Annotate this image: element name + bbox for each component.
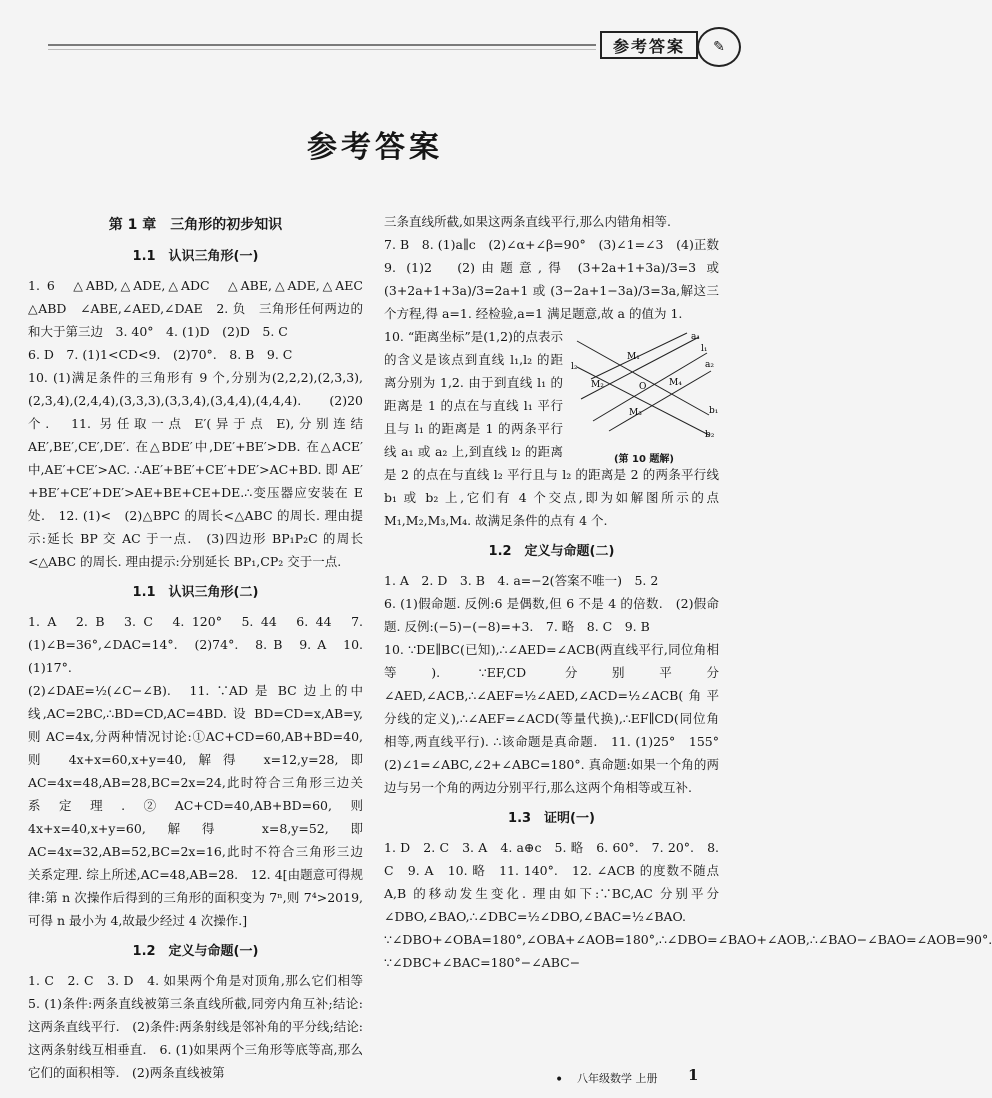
label-a1: a₁: [691, 332, 700, 342]
page-number: 1: [688, 1066, 699, 1084]
right-column: [384, 210, 992, 974]
section-heading: 1.1 认识三角形(二): [132, 585, 259, 600]
answer-paragraph: 1. A 2. B 3. C 4. 120° 5. 44 6. 44 7. (1)∠B=36°,∠DAC=14°. (2)74°. 8. B 9. A 10. (1)17°.: [28, 614, 363, 675]
footer-text: 八年级数学 上册: [577, 1072, 658, 1085]
chapter-heading: 第 1 章 三角形的初步知识: [108, 217, 283, 233]
answer-paragraph: 6. (1)假命题. 反例:6 是偶数,但 6 不是 4 的倍数. (2)假命题. 反例:(−5)−(−8)=+3. 7. 略 8. C 9. B: [384, 596, 719, 634]
left-column: [28, 210, 376, 1084]
parallel-lines-diagram: [569, 329, 719, 441]
answer-paragraph: 1. 6 △ABD,△ADE,△ADC △ABE,△ADE,△AEC △ABD ∠ABE,∠AED,∠DAE 2. 负 三角形任何两边的和大于第三边 3. 40° 4. (1)D (2)D 5. C: [28, 278, 376, 339]
label-M2: M₂: [591, 380, 604, 390]
figure-caption: (第 10 题解): [613, 454, 675, 465]
label-M1: M₁: [627, 352, 640, 362]
right-column-intro: [384, 210, 732, 325]
label-a2: a₂: [705, 360, 714, 370]
section-heading: 1.2 定义与命题(二): [488, 544, 615, 559]
figure-q10: [569, 329, 719, 465]
answer-paragraph: 1. A 2. D 3. B 4. a=−2(答案不唯一) 5. 2: [384, 573, 659, 588]
label-b1: b₁: [709, 406, 719, 416]
label-M4: M₄: [669, 378, 682, 388]
header-rule-thin: [48, 49, 596, 50]
answer-paragraph: 1. D 2. C 3. A 4. a⊕c 5. 略 6. 60°. 7. 20°. 8. C 9. A 10. 略 11. 140°. 12. ∠ACB 的度数不随点 A,B 的移动发生变化. 理由如下:∵BC,AC 分别平分∠DBO,∠BAO,∴∠DBC=½∠DBO,∠BAC=½∠BAO. ∵∠DBO+∠OBA=180°,∠OBA+∠AOB=180°,∴∠DBO=∠BAO+∠AOB,∴∠BAO−∠BAO=∠AOB=90°. ∵∠DBC+∠BAC=180°−∠ABC−: [384, 840, 992, 970]
label-l1: l₁: [701, 344, 708, 354]
answer-paragraph: 6. D 7. (1)1<CD<9. (2)70°. 8. B 9. C: [28, 347, 293, 362]
answer-paragraph: 10. “距离坐标”是(1,2)的点表示的含义是该点到直线 l₁,l₂ 的距离分别为 1,2. 由于到直线 l₁ 的距离是 1 的点在与直线 l₁ 平行且与 l₁ 的距离是 1 的两条平行线 a₁ 或 a₂ 上,到直线 l₂ 的距离是 2 的点在与直线 l₂ 平行且与 l₂ 的距离是 2 的两条平行线 b₁ 或 b₂ 上,它们有 4 个交点,即为如解图所示的点 M₁,M₂,M₃,M₄. 故满足条件的点有 4 个.: [384, 329, 719, 528]
answer-paragraph: 10. ∵DE∥BC(已知),∴∠AED=∠ACB(两直线平行,同位角相等). ∵EF,CD 分别平分∠AED,∠ACB,∴∠AEF=½∠AED,∠ACD=½∠ACB(角平分线的定义),∴∠AEF=∠ACD(等量代换),∴EF∥CD(同位角相等,两直线平行). ∴该命题是真命题. 11. (1)25° 155° (2)∠1=∠ABC,∠2+∠ABC=180°. 真命题:如果一个角的两边与另一个角的两边分别平行,那么这两个角相等或互补.: [384, 642, 732, 795]
label-b2: b₂: [705, 430, 715, 440]
header-tag: 参考答案: [600, 31, 698, 59]
answer-paragraph: (2)∠DAE=½(∠C−∠B). 11. ∵AD 是 BC 边上的中线,AC=2BC,∴BD=CD,AC=4BD. 设 BD=CD=x,AB=y,则 AC=4x,分两种情况讨论:①AC+CD=60,AB+BD=40,则 4x+x=60,x+y=40,解得 x=12,y=28,即 AC=4x=48,AB=28,BC=2x=24,此时符合三角形三边关系定理.②AC+CD=40,AB+BD=60,则 4x+x=40,x+y=60,解得 x=8,y=52,即 AC=4x=32,AB=52,BC=2x=16,此时不符合三角形三边关系定理. 综上所述,AC=48,AB=28. 12. 4[由题意可得规律:第 n 次操作后得到的三角形的面积变为 7ⁿ,则 7⁴>2019,可得 n 最小为 4,故最少经过 4 次操作.]: [28, 683, 363, 928]
header-rule: [48, 44, 596, 46]
answer-paragraph: 1. C 2. C 3. D 4. 如果两个角是对顶角,那么它们相等 5. (1)条件:两条直线被第三条直线所截,同旁内角互补;结论:这两条直线平行. (2)条件:两条射线是邻补角的平分线;结论:这两条射线互相垂直. 6. (1)如果两个三角形等底等高,那么它们的面积相等. (2)两条直线被第: [28, 973, 376, 1080]
section-heading: 1.3 证明(一): [508, 811, 595, 826]
section-heading: 1.1 认识三角形(一): [132, 249, 259, 264]
answer-paragraph: 7. B 8. (1)a∥c (2)∠α+∠β=90° (3)∠1=∠3 (4)正数 9. (1)2 (2)由题意,得 (3+2a+1+3a)/3=3 或 (3+2a+1+3a)/3=2a+1 或 (3−2a+1−3a)/3=3a,解这三个方程,得 a=1. 经检验,a=1 满足题意,故 a 的值为 1.: [384, 237, 732, 321]
answer-paragraph: 三条直线所截,如果这两条直线平行,那么内错角相等.: [384, 214, 671, 229]
footer-dot: •: [555, 1072, 564, 1088]
section-heading: 1.2 定义与命题(一): [132, 944, 259, 959]
page-title: 参考答案: [307, 130, 443, 165]
answer-paragraph: 10. (1)满足条件的三角形有 9 个,分别为(2,2,2),(2,3,3),(2,3,4),(2,4,4),(3,3,3),(3,3,4),(3,4,4),(4,4,4). (2)20 个. 11. 另任取一点 E′(异于点 E),分别连结 AE′,BE′,CE′,DE′. 在△BDE′中,DE′+BE′>DB. 在△ACE′中,AE′+CE′>AC. ∴AE′+BE′+CE′+DE′>AC+BD. 即 AE′+BE′+CE′+DE′>AE+BE+CE+DE.∴变压器应安装在 E 处. 12. (1)< (2)△BPC 的周长<△ABC 的周长. 理由提示:延长 BP 交 AC 于一点. (3)四边形 BP₁P₂C 的周长<△ABC 的周长. 理由提示:分别延长 BP₁,CP₂ 交于一点.: [28, 370, 363, 569]
header-logo-icon: ✎: [697, 27, 741, 67]
label-M3: M₃: [629, 408, 642, 418]
label-l2: l₂: [571, 362, 578, 372]
label-O: O: [639, 382, 647, 392]
